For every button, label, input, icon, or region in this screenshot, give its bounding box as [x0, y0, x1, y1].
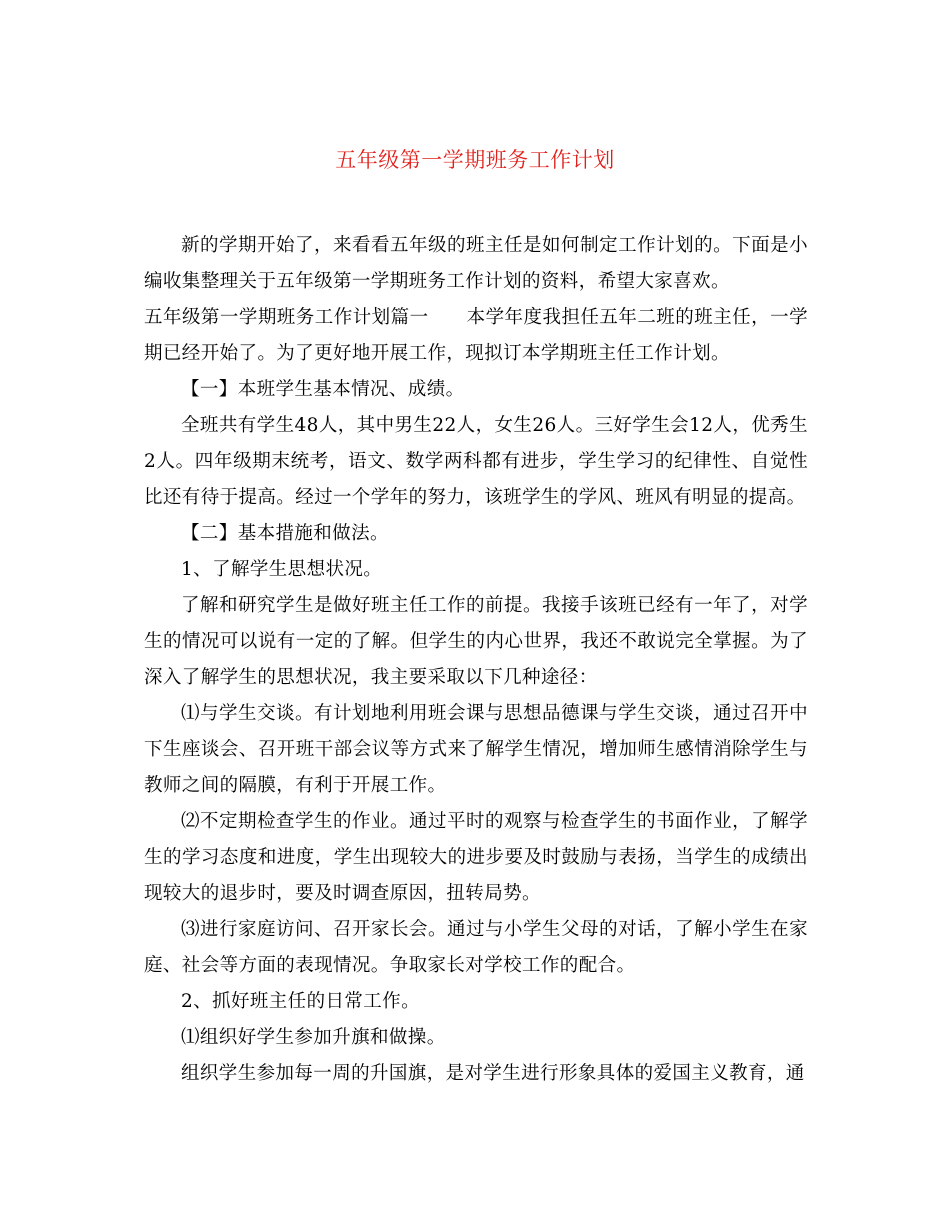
section-heading-2: 【二】基本措施和做法。 [181, 523, 389, 544]
subheading-daily-work: 2、抓好班主任的日常工作。 [181, 991, 420, 1012]
paragraph-home-visits: ⑶进行家庭访问、召开家长会。通过与小学生父母的对话，了解小学生在家庭、社会等方面的表现情况。争取家长对学校工作的配合。 [144, 919, 808, 976]
paragraph-understand-students: 了解和研究学生是做好班主任工作的前提。我接手该班已经有一年了，对学生的情况可以说有一定的了解。但学生的内心世界，我还不敢说完全掌握。为了深入了解学生的思想状况，我主要采取以下几种途径： [144, 595, 808, 688]
paragraph-class-overview: 全班共有学生48人，其中男生22人，女生26人。三好学生会12人，优秀生2人。四年级期末统考，语文、数学两科都有进步，学生学习的纪律性、自觉性比还有待于提高。经过一个学年的努力，该班学生的学风、班风有明显的提高。 [144, 415, 808, 508]
intro-paragraph: 新的学期开始了，来看看五年级的班主任是如何制定工作计划的。下面是小编收集整理关于五年级第一学期班务工作计划的资料，希望大家喜欢。 [144, 235, 808, 292]
paragraph-check-homework: ⑵不定期检查学生的作业。通过平时的观察与检查学生的书面作业，了解学生的学习态度和进度，学生出现较大的进步要及时鼓励与表扬，当学生的成绩出现较大的退步时，要及时调查原因，扭转局势。 [144, 811, 808, 904]
paragraph-flag-raising: 组织学生参加每一周的升国旗，是对学生进行形象具体的爱国主义教育，通 [181, 1063, 805, 1084]
paragraph-talk-with-students: ⑴与学生交谈。有计划地利用班会课与思想品德课与学生交谈，通过召开中下生座谈会、召开班干部会议等方式来了解学生情况，增加师生感情消除学生与教师之间的隔膜，有利于开展工作。 [144, 703, 808, 796]
article-heading: 五年级第一学期班务工作计划篇一 [144, 307, 429, 328]
article-start-paragraph [144, 300, 808, 372]
document-title: 五年级第一学期班务工作计划 [335, 148, 615, 172]
document-body [144, 228, 808, 1092]
article-lead: 本学年度我担任五年二班的班主任，一学期已经开始了。为了更好地开展工作，现拟订本学期班主任工作计划。 [144, 307, 808, 364]
section-heading-1: 【一】本班学生基本情况、成绩。 [181, 379, 465, 400]
subheading-flag-raising: ⑴组织好学生参加升旗和做操。 [181, 1027, 446, 1048]
subheading-understand-students: 1、了解学生思想状况。 [181, 559, 383, 580]
